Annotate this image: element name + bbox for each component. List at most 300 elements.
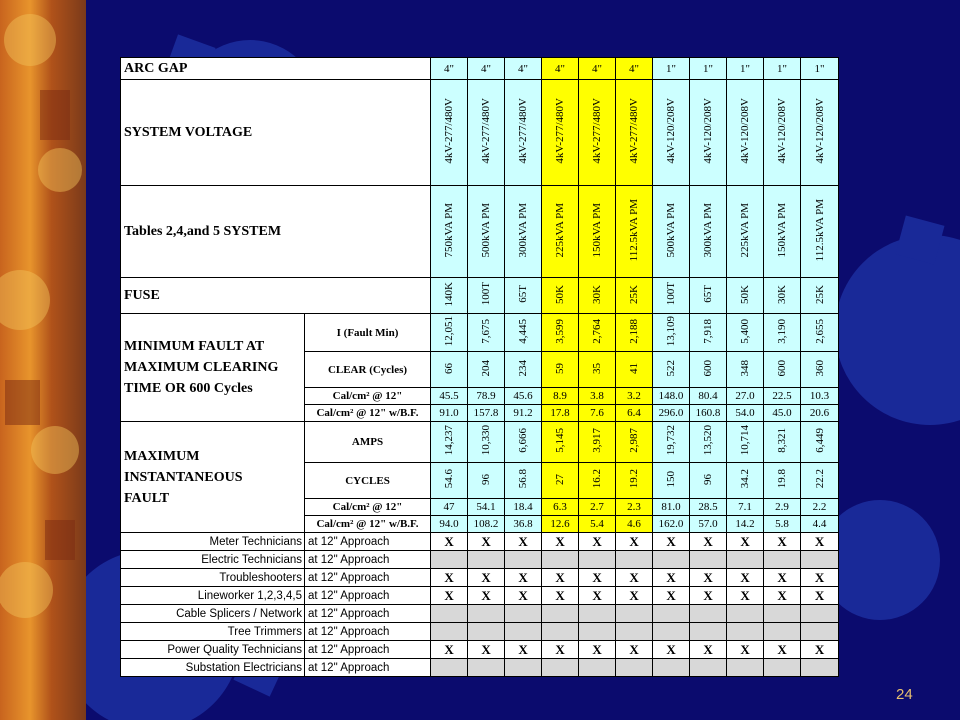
system-cell [431, 186, 468, 278]
cycles-cell [727, 463, 764, 499]
approach-mark [579, 659, 616, 677]
approach-mark [542, 659, 579, 677]
system-cell [579, 186, 616, 278]
cal-min-cell: 78.9 [468, 388, 505, 405]
cycles-cell-text: 54.6 [443, 469, 456, 489]
table-row [121, 314, 839, 352]
approach-mark: X [468, 533, 505, 551]
system-cell [542, 186, 579, 278]
approach-mark [764, 623, 801, 641]
amps-cell-text: 6,666 [517, 428, 530, 453]
voltage-cell-text: 4kV-120/208V [776, 98, 789, 164]
cycles-cell [764, 463, 801, 499]
sub-label-cycles: CYCLES [305, 463, 431, 499]
cal-max-bf-cell: 14.2 [727, 516, 764, 533]
approach-mark: X [653, 641, 690, 659]
cal-min-bf-cell: 54.0 [727, 405, 764, 422]
table-row [121, 186, 839, 278]
i-fault-min-cell-text: 2,655 [813, 318, 826, 344]
clear-cycles-cell-text: 41 [628, 362, 641, 374]
table-row [121, 605, 839, 623]
clear-cycles-cell-text: 522 [665, 359, 678, 377]
approach-mark [690, 605, 727, 623]
row-label-line: INSTANTANEOUS [124, 469, 243, 485]
table-row [121, 623, 839, 641]
approach-mark [727, 659, 764, 677]
voltage-cell-text: 4kV-120/208V [665, 98, 678, 164]
cal-min-cell: 3.2 [616, 388, 653, 405]
fuse-cell [468, 278, 505, 314]
employee-name: Substation Electricians [121, 659, 305, 677]
i-fault-min-cell-text: 3,599 [554, 318, 567, 344]
approach-mark: X [505, 569, 542, 587]
row-label-fuse: FUSE [121, 278, 431, 314]
cycles-cell-text: 27 [554, 473, 567, 485]
voltage-cell-text: 4kV-277/480V [517, 98, 530, 164]
approach-mark [431, 623, 468, 641]
fuse-cell-text: 25K [813, 284, 826, 304]
cal-min-cell: 27.0 [727, 388, 764, 405]
system-cell [505, 186, 542, 278]
cycles-cell-text: 34.2 [739, 469, 752, 489]
approach-mark: X [542, 569, 579, 587]
approach-mark: X [616, 587, 653, 605]
approach-mark: X [468, 587, 505, 605]
cal-min-cell: 3.8 [579, 388, 616, 405]
approach-mark: X [579, 533, 616, 551]
clear-cycles-cell-text: 600 [702, 359, 715, 377]
row-label-tables-system: Tables 2,4,and 5 SYSTEM [121, 186, 431, 278]
arc-gap-cell: 4" [468, 58, 505, 80]
approach-mark: X [616, 569, 653, 587]
row-label-system-voltage: SYSTEM VOLTAGE [121, 80, 431, 186]
clear-cycles-cell [505, 352, 542, 388]
row-label-line: FAULT [124, 490, 170, 506]
amps-cell [542, 422, 579, 463]
voltage-cell [801, 80, 839, 186]
approach-distance: at 12" Approach [305, 569, 431, 587]
cal-max-bf-cell: 162.0 [653, 516, 690, 533]
fuse-cell [579, 278, 616, 314]
clear-cycles-cell [690, 352, 727, 388]
approach-mark: X [690, 641, 727, 659]
clear-cycles-cell [431, 352, 468, 388]
approach-mark [542, 623, 579, 641]
system-cell-text: 750kVA PM [443, 202, 456, 258]
approach-mark: X [653, 533, 690, 551]
cycles-cell [505, 463, 542, 499]
approach-mark [468, 659, 505, 677]
approach-mark [505, 605, 542, 623]
approach-mark: X [690, 569, 727, 587]
row-label-line: MINIMUM FAULT AT [124, 339, 265, 354]
table-row [121, 58, 839, 80]
system-cell-text: 112.5kVA PM [813, 198, 826, 262]
system-cell-text: 225kVA PM [739, 202, 752, 258]
arc-gap-cell: 4" [616, 58, 653, 80]
approach-mark [542, 605, 579, 623]
amps-cell [727, 422, 764, 463]
page-number: 24 [896, 686, 913, 703]
row-label-arc-gap: ARC GAP [121, 58, 431, 80]
amps-cell [431, 422, 468, 463]
approach-mark: X [727, 641, 764, 659]
row-label-line: TIME OR 600 Cycles [124, 381, 253, 396]
voltage-cell [653, 80, 690, 186]
cycles-cell-text: 22.2 [813, 469, 826, 489]
system-cell-text: 150kVA PM [591, 202, 604, 258]
cal-min-bf-cell: 7.6 [579, 405, 616, 422]
table-row [121, 659, 839, 677]
cycles-cell [579, 463, 616, 499]
i-fault-min-cell [542, 314, 579, 352]
approach-mark: X [801, 569, 839, 587]
approach-mark: X [801, 533, 839, 551]
fuse-cell-text: 100T [665, 282, 678, 306]
arc-gap-cell: 1" [764, 58, 801, 80]
cal-min-bf-cell: 91.0 [431, 405, 468, 422]
cal-max-bf-cell: 57.0 [690, 516, 727, 533]
fuse-cell-text: 50K [739, 284, 752, 304]
approach-mark: X [542, 533, 579, 551]
approach-mark [801, 605, 839, 623]
cal-max-bf-cell: 36.8 [505, 516, 542, 533]
approach-mark: X [542, 641, 579, 659]
system-cell-text: 112.5kVA PM [628, 198, 641, 262]
i-fault-min-cell [616, 314, 653, 352]
employee-name: Tree Trimmers [121, 623, 305, 641]
approach-mark [505, 623, 542, 641]
cal-min-bf-cell: 45.0 [764, 405, 801, 422]
approach-mark: X [431, 569, 468, 587]
amps-cell-text: 6,449 [813, 428, 826, 453]
fuse-cell [764, 278, 801, 314]
approach-mark [653, 551, 690, 569]
approach-mark [727, 605, 764, 623]
approach-mark [431, 605, 468, 623]
fuse-cell-text: 30K [776, 284, 789, 304]
system-cell-text: 500kVA PM [480, 202, 493, 258]
table-row [121, 80, 839, 186]
row-label-line: MAXIMUM CLEARING [124, 360, 279, 375]
arc-gap-cell: 4" [542, 58, 579, 80]
system-cell-text: 500kVA PM [665, 202, 678, 258]
cal-max-bf-cell: 94.0 [431, 516, 468, 533]
fuse-cell-text: 50K [554, 284, 567, 304]
approach-mark [764, 605, 801, 623]
fuse-cell [431, 278, 468, 314]
cycles-cell [542, 463, 579, 499]
system-cell [764, 186, 801, 278]
cal-max-bf-cell: 108.2 [468, 516, 505, 533]
approach-mark [653, 623, 690, 641]
i-fault-min-cell-text: 2,188 [628, 318, 641, 344]
clear-cycles-cell [727, 352, 764, 388]
cal-min-cell: 45.6 [505, 388, 542, 405]
amps-cell-text: 13,520 [702, 425, 715, 456]
approach-mark: X [579, 569, 616, 587]
approach-mark: X [431, 641, 468, 659]
approach-mark [653, 605, 690, 623]
approach-mark [431, 659, 468, 677]
approach-mark [505, 659, 542, 677]
fuse-cell-text: 140K [443, 281, 456, 307]
fuse-cell-text: 30K [591, 284, 604, 304]
clear-cycles-cell [468, 352, 505, 388]
voltage-cell [690, 80, 727, 186]
amps-cell [616, 422, 653, 463]
cal-max-cell: 7.1 [727, 499, 764, 516]
cal-min-bf-cell: 160.8 [690, 405, 727, 422]
cal-min-cell: 148.0 [653, 388, 690, 405]
voltage-cell-text: 4kV-277/480V [480, 98, 493, 164]
voltage-cell-text: 4kV-120/208V [813, 98, 826, 164]
i-fault-min-cell-text: 13,109 [665, 315, 678, 347]
approach-mark: X [431, 533, 468, 551]
cycles-cell [690, 463, 727, 499]
cal-max-cell: 6.3 [542, 499, 579, 516]
amps-cell [690, 422, 727, 463]
amps-cell-text: 3,917 [591, 428, 604, 453]
i-fault-min-cell-text: 3,190 [776, 318, 789, 344]
system-cell [468, 186, 505, 278]
approach-mark: X [690, 587, 727, 605]
approach-mark: X [505, 533, 542, 551]
clear-cycles-cell [542, 352, 579, 388]
approach-mark [690, 623, 727, 641]
system-cell [616, 186, 653, 278]
voltage-cell [542, 80, 579, 186]
sub-label-cal-12-bf: Cal/cm² @ 12" w/B.F. [305, 405, 431, 422]
approach-mark: X [764, 569, 801, 587]
cycles-cell [468, 463, 505, 499]
amps-cell [801, 422, 839, 463]
approach-mark [579, 623, 616, 641]
cycles-cell [653, 463, 690, 499]
cycles-cell-text: 96 [702, 473, 715, 485]
table-row [121, 551, 839, 569]
voltage-cell [431, 80, 468, 186]
amps-cell [468, 422, 505, 463]
amps-cell-text: 10,714 [739, 425, 752, 456]
amps-cell [653, 422, 690, 463]
clear-cycles-cell-text: 600 [776, 359, 789, 377]
approach-mark: X [727, 533, 764, 551]
approach-mark [727, 623, 764, 641]
voltage-cell-text: 4kV-277/480V [443, 98, 456, 164]
approach-mark [690, 659, 727, 677]
approach-mark: X [616, 641, 653, 659]
employee-name: Lineworker 1,2,3,4,5 [121, 587, 305, 605]
clear-cycles-cell-text: 66 [443, 362, 456, 374]
approach-mark: X [801, 587, 839, 605]
clear-cycles-cell-text: 59 [554, 362, 567, 374]
approach-mark: X [653, 569, 690, 587]
cycles-cell-text: 19.2 [628, 469, 641, 489]
clear-cycles-cell-text: 204 [480, 359, 493, 377]
table-row [121, 587, 839, 605]
cal-max-bf-cell: 4.4 [801, 516, 839, 533]
cal-min-cell: 8.9 [542, 388, 579, 405]
approach-mark: X [579, 641, 616, 659]
cal-min-bf-cell: 17.8 [542, 405, 579, 422]
arc-flash-table [120, 57, 839, 677]
row-label-line: MAXIMUM [124, 448, 200, 464]
clear-cycles-cell [616, 352, 653, 388]
arc-gap-cell: 1" [801, 58, 839, 80]
system-cell [690, 186, 727, 278]
clear-cycles-cell-text: 360 [813, 359, 826, 377]
cycles-cell [616, 463, 653, 499]
system-cell-text: 225kVA PM [554, 202, 567, 258]
amps-cell-text: 5,145 [554, 428, 567, 453]
cal-max-bf-cell: 5.8 [764, 516, 801, 533]
clear-cycles-cell [579, 352, 616, 388]
approach-mark: X [801, 641, 839, 659]
fuse-cell [801, 278, 839, 314]
approach-mark: X [431, 587, 468, 605]
voltage-cell-text: 4kV-120/208V [739, 98, 752, 164]
cal-max-cell: 2.7 [579, 499, 616, 516]
cal-min-bf-cell: 6.4 [616, 405, 653, 422]
approach-distance: at 12" Approach [305, 659, 431, 677]
approach-mark: X [764, 533, 801, 551]
approach-mark [616, 659, 653, 677]
i-fault-min-cell [727, 314, 764, 352]
cal-max-bf-cell: 4.6 [616, 516, 653, 533]
approach-mark [505, 551, 542, 569]
cal-max-cell: 18.4 [505, 499, 542, 516]
approach-distance: at 12" Approach [305, 623, 431, 641]
fuse-cell [653, 278, 690, 314]
employee-name: Meter Technicians [121, 533, 305, 551]
cycles-cell-text: 96 [480, 473, 493, 485]
cal-max-cell: 54.1 [468, 499, 505, 516]
table-row [121, 569, 839, 587]
cycles-cell-text: 56.8 [517, 469, 530, 489]
amps-cell [764, 422, 801, 463]
approach-mark [468, 605, 505, 623]
i-fault-min-cell-text: 7,675 [480, 318, 493, 344]
amps-cell [505, 422, 542, 463]
approach-mark: X [764, 587, 801, 605]
cal-max-cell: 2.9 [764, 499, 801, 516]
cycles-cell-text: 19.8 [776, 469, 789, 489]
i-fault-min-cell [431, 314, 468, 352]
amps-cell-text: 14,237 [443, 425, 456, 456]
cal-min-bf-cell: 91.2 [505, 405, 542, 422]
cal-min-cell: 80.4 [690, 388, 727, 405]
approach-distance: at 12" Approach [305, 641, 431, 659]
voltage-cell [764, 80, 801, 186]
voltage-cell [727, 80, 764, 186]
clear-cycles-cell-text: 348 [739, 359, 752, 377]
approach-mark [801, 623, 839, 641]
voltage-cell [579, 80, 616, 186]
sub-label-amps: AMPS [305, 422, 431, 463]
fuse-cell [505, 278, 542, 314]
i-fault-min-cell-text: 5,400 [739, 318, 752, 344]
arc-gap-cell: 4" [505, 58, 542, 80]
approach-mark: X [505, 587, 542, 605]
approach-mark [431, 551, 468, 569]
cycles-cell-text: 16.2 [591, 469, 604, 489]
approach-mark: X [653, 587, 690, 605]
system-cell [653, 186, 690, 278]
approach-mark: X [616, 533, 653, 551]
cal-max-cell: 47 [431, 499, 468, 516]
approach-mark: X [764, 641, 801, 659]
sub-label-clear-cycles: CLEAR (Cycles) [305, 352, 431, 388]
system-cell-text: 300kVA PM [702, 202, 715, 258]
voltage-cell [468, 80, 505, 186]
cal-max-cell: 28.5 [690, 499, 727, 516]
i-fault-min-cell [505, 314, 542, 352]
approach-mark [764, 551, 801, 569]
i-fault-min-cell [690, 314, 727, 352]
approach-mark [616, 605, 653, 623]
system-cell [727, 186, 764, 278]
cal-min-bf-cell: 157.8 [468, 405, 505, 422]
approach-mark: X [542, 587, 579, 605]
approach-mark: X [505, 641, 542, 659]
approach-mark [653, 659, 690, 677]
employee-name: Cable Splicers / Network [121, 605, 305, 623]
clear-cycles-cell [801, 352, 839, 388]
cal-max-cell: 2.2 [801, 499, 839, 516]
approach-mark [727, 551, 764, 569]
fuse-cell-text: 100T [480, 282, 493, 306]
system-cell-text: 300kVA PM [517, 202, 530, 258]
employee-name: Power Quality Technicians [121, 641, 305, 659]
row-label-maximum-fault [121, 422, 305, 533]
cycles-cell [431, 463, 468, 499]
arc-gap-cell: 4" [431, 58, 468, 80]
i-fault-min-cell-text: 7,918 [702, 318, 715, 344]
cycles-cell [801, 463, 839, 499]
i-fault-min-cell [764, 314, 801, 352]
voltage-cell-text: 4kV-120/208V [702, 98, 715, 164]
approach-mark [801, 551, 839, 569]
sub-label-cal-12-bf: Cal/cm² @ 12" w/B.F. [305, 516, 431, 533]
cal-max-bf-cell: 5.4 [579, 516, 616, 533]
i-fault-min-cell-text: 12,051 [443, 315, 456, 347]
approach-mark [468, 623, 505, 641]
clear-cycles-cell-text: 234 [517, 359, 530, 377]
fuse-cell-text: 65T [702, 285, 715, 303]
approach-mark: X [468, 641, 505, 659]
cal-max-cell: 2.3 [616, 499, 653, 516]
approach-mark: X [727, 569, 764, 587]
approach-mark [690, 551, 727, 569]
system-cell [801, 186, 839, 278]
arc-gap-cell: 4" [579, 58, 616, 80]
approach-mark [468, 551, 505, 569]
arc-gap-cell: 1" [653, 58, 690, 80]
cal-min-cell: 10.3 [801, 388, 839, 405]
system-cell-text: 150kVA PM [776, 202, 789, 258]
i-fault-min-cell-text: 2,764 [591, 318, 604, 344]
table-row [121, 422, 839, 463]
approach-mark: X [690, 533, 727, 551]
i-fault-min-cell [801, 314, 839, 352]
employee-name: Electric Technicians [121, 551, 305, 569]
i-fault-min-cell-text: 4,445 [517, 318, 530, 344]
sub-label-i-fault-min: I (Fault Min) [305, 314, 431, 352]
approach-distance: at 12" Approach [305, 533, 431, 551]
row-label-minimum-fault [121, 314, 305, 422]
amps-cell-text: 19,732 [665, 425, 678, 456]
